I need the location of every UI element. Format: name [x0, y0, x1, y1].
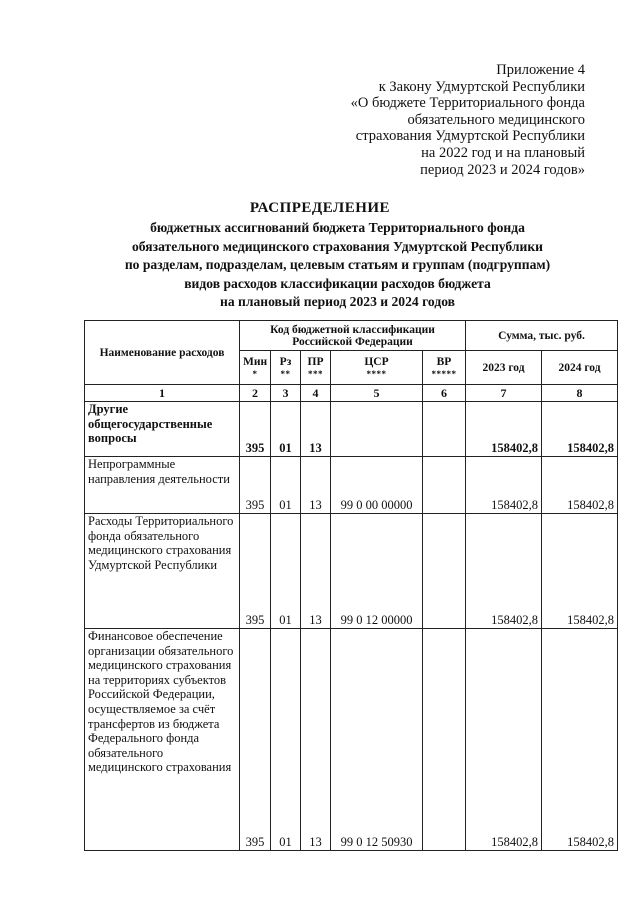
row-rz: 01	[271, 629, 301, 851]
row-name: Расходы Территориального фонда обязательного медицинского страхования Удмуртской Республики	[85, 514, 240, 629]
appendix-line: страхования Удмуртской Республики	[355, 128, 585, 145]
row-sum-2023: 158402,8	[466, 629, 542, 851]
row-vr	[423, 629, 466, 851]
header-pr-star: ***	[308, 368, 323, 379]
budget-table	[84, 320, 618, 851]
appendix-line: на 2022 год и на плановый	[421, 144, 585, 161]
row-csr: 99 0 12 00000	[331, 514, 423, 629]
table-row	[85, 629, 618, 851]
header-2024: 2024 год	[542, 351, 618, 385]
appendix-line: «О бюджете Территориального фонда	[350, 95, 585, 112]
header-vr	[423, 351, 466, 385]
column-number: 5	[331, 385, 423, 402]
row-min: 395	[240, 457, 271, 514]
row-csr	[331, 402, 423, 457]
subtitle-line: по разделам, подразделам, целевым статьям и группам (подгруппам)	[124, 257, 551, 272]
row-sum-2023: 158402,8	[466, 402, 542, 457]
header-rz-label: Рз	[279, 355, 292, 368]
subtitle-line: на плановый период 2023 и 2024 годов	[219, 294, 456, 309]
appendix-line: обязательного медицинского	[407, 111, 585, 128]
column-number: 8	[542, 385, 618, 402]
row-name: Финансовое обеспечение организации обязательного медицинского страхования на территориях субъектов Российской Федерации, осуществляемое за счёт трансфертов из бюджета Федерального фонда обязательного медицинского страхования	[85, 629, 240, 851]
table-row	[85, 514, 618, 629]
header-2023: 2023 год	[466, 351, 542, 385]
appendix-line: к Закону Удмуртской Республики	[378, 78, 585, 95]
header-sum-group: Сумма, тыс. руб.	[466, 321, 618, 351]
row-csr: 99 0 00 00000	[331, 457, 423, 514]
column-number: 2	[240, 385, 271, 402]
header-csr-label: ЦСР	[364, 355, 389, 368]
header-vr-label: ВР	[436, 355, 452, 368]
document-subtitle	[60, 219, 615, 312]
appendix-line: период 2023 и 2024 годов»	[420, 161, 585, 178]
header-min	[240, 351, 271, 385]
row-pr: 13	[301, 514, 331, 629]
row-vr	[423, 514, 466, 629]
row-min: 395	[240, 402, 271, 457]
row-sum-2024: 158402,8	[542, 457, 618, 514]
table-row	[85, 457, 618, 514]
row-pr: 13	[301, 629, 331, 851]
header-pr-label: ПР	[307, 355, 324, 368]
appendix-reference	[285, 62, 585, 178]
appendix-line: Приложение 4	[496, 62, 585, 78]
table-row	[85, 402, 618, 457]
header-name: Наименование расходов	[85, 321, 240, 385]
row-vr	[423, 457, 466, 514]
subtitle-line: бюджетных ассигнований бюджета Территориального фонда	[150, 220, 525, 235]
header-vr-star: *****	[431, 368, 457, 379]
column-number: 6	[423, 385, 466, 402]
column-number: 1	[85, 385, 240, 402]
row-min: 395	[240, 514, 271, 629]
header-code-group: Код бюджетной классификации Российской Федерации	[240, 321, 466, 351]
header-min-label: Мин	[243, 355, 268, 368]
row-pr: 13	[301, 457, 331, 514]
header-csr	[331, 351, 423, 385]
row-vr	[423, 402, 466, 457]
column-number: 4	[301, 385, 331, 402]
column-number: 7	[466, 385, 542, 402]
header-pr	[301, 351, 331, 385]
row-rz: 01	[271, 457, 301, 514]
header-rz-star: **	[280, 368, 291, 379]
row-min: 395	[240, 629, 271, 851]
row-csr: 99 0 12 50930	[331, 629, 423, 851]
row-pr: 13	[301, 402, 331, 457]
column-number: 3	[271, 385, 301, 402]
row-rz: 01	[271, 402, 301, 457]
row-name: Другие общегосударственные вопросы	[85, 402, 240, 457]
row-sum-2023: 158402,8	[466, 514, 542, 629]
document-title: РАСПРЕДЕЛЕНИЕ	[249, 200, 391, 216]
subtitle-line: видов расходов классификации расходов бюджета	[184, 275, 491, 291]
header-rz	[271, 351, 301, 385]
row-rz: 01	[271, 514, 301, 629]
row-sum-2023: 158402,8	[466, 457, 542, 514]
row-name: Непрограммные направления деятельности	[85, 457, 240, 514]
row-sum-2024: 158402,8	[542, 402, 618, 457]
header-min-star: *	[252, 368, 258, 379]
row-sum-2024: 158402,8	[542, 629, 618, 851]
header-csr-star: ****	[366, 368, 387, 379]
subtitle-line: обязательного медицинского страхования Удмуртской Республики	[132, 238, 543, 254]
row-sum-2024: 158402,8	[542, 514, 618, 629]
